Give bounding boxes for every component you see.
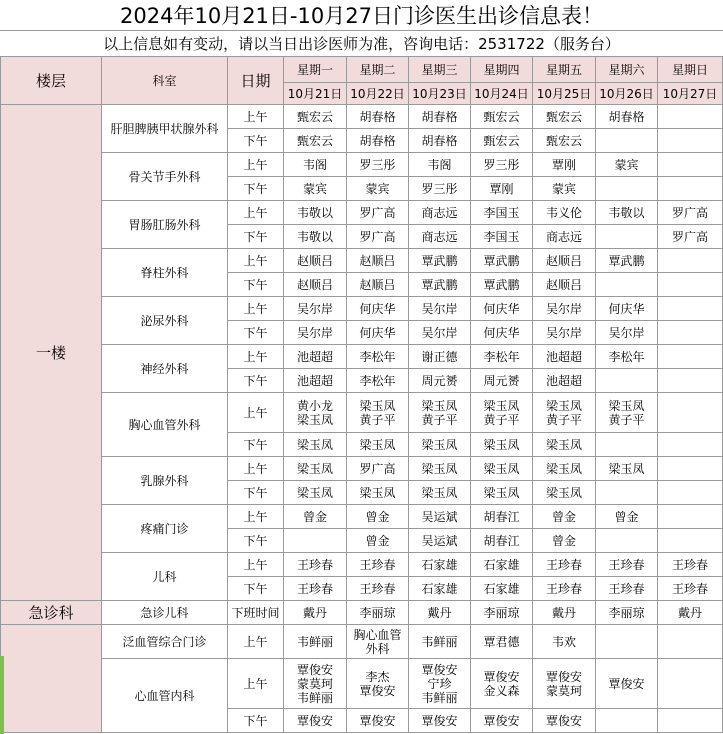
doctor-cell: 韦敬以 [596, 201, 658, 225]
doctor-cell [347, 393, 409, 433]
doctor-cell: 李丽琼 [596, 601, 658, 625]
doctor-cell [658, 709, 723, 733]
doctor-name: 蒙莫珂 [296, 676, 333, 691]
department-name: 胃肠肛肠外科 [102, 201, 228, 249]
doctor-cell: 王珍春 [347, 577, 409, 601]
date-cell: 10月25日 [533, 83, 596, 105]
doctor-cell: 梁玉凤 [347, 481, 409, 505]
doctor-cell: 罗广高 [658, 225, 723, 249]
department-name: 儿科 [102, 553, 228, 601]
doctor-cell: 商志远 [409, 201, 471, 225]
doctor-cell: 梁玉凤 [409, 457, 471, 481]
period-cell: 上午 [228, 153, 284, 177]
doctor-cell [471, 659, 533, 709]
doctor-cell [347, 659, 409, 709]
doctor-cell: 李松年 [347, 345, 409, 369]
doctor-name: 覃俊安 [483, 669, 520, 684]
weekday-header: 星期三 [409, 57, 471, 83]
doctor-cell: 甄宏云 [471, 105, 533, 129]
doctor-cell [347, 625, 409, 659]
doctor-cell: 王珍春 [596, 553, 658, 577]
doctor-cell: 王珍春 [596, 577, 658, 601]
doctor-cell [533, 393, 596, 433]
doctor-name: 黄子平 [483, 412, 520, 427]
doctor-cell: 何庆华 [471, 321, 533, 345]
doctor-cell: 甄宏云 [284, 105, 347, 129]
doctor-cell: 覃武鹏 [409, 273, 471, 297]
doctor-name: 胸心血管 [353, 627, 402, 642]
doctor-cell: 覃俊安 [284, 709, 347, 733]
doctor-cell [658, 393, 723, 433]
doctor-cell: 覃俊安 [533, 709, 596, 733]
doctor-cell: 商志远 [409, 225, 471, 249]
table-row [1, 297, 723, 321]
doctor-cell: 赵顺吕 [533, 273, 596, 297]
period-cell: 下午 [228, 709, 284, 733]
department-name: 疼痛门诊 [102, 505, 228, 553]
doctor-cell: 胡春江 [471, 505, 533, 529]
doctor-cell: 覃武鹏 [409, 249, 471, 273]
doctor-cell: 戴丹 [533, 601, 596, 625]
dept-header: 科室 [102, 57, 228, 105]
table-row [1, 505, 723, 529]
doctor-name: 黄子平 [359, 412, 396, 427]
doctor-cell [284, 529, 347, 553]
period-cell: 上午 [228, 393, 284, 433]
date-cell: 10月24日 [471, 83, 533, 105]
doctor-cell: 韦欢 [533, 625, 596, 659]
period-cell: 上午 [228, 105, 284, 129]
period-cell: 上午 [228, 457, 284, 481]
doctor-cell [471, 393, 533, 433]
doctor-cell: 石家雄 [409, 577, 471, 601]
period-cell: 上午 [228, 345, 284, 369]
table-row [1, 659, 723, 709]
period-cell: 下午 [228, 369, 284, 393]
doctor-cell [596, 433, 658, 457]
doctor-cell [658, 659, 723, 709]
doctor-cell: 何庆华 [596, 297, 658, 321]
doctor-cell: 韦敬以 [284, 225, 347, 249]
doctor-cell: 王珍春 [658, 577, 723, 601]
doctor-cell: 李国玉 [471, 225, 533, 249]
floor-label-empty [1, 625, 102, 733]
doctor-name: 黄子平 [545, 412, 582, 427]
page-subtitle: 以上信息如有变动，请以当日出诊医师为准，咨询电话：2531722（服务台） [0, 30, 723, 57]
schedule-table [0, 56, 723, 733]
doctor-name: 金义森 [483, 683, 520, 698]
doctor-name: 梁玉凤 [608, 398, 645, 413]
period-cell: 下午 [228, 273, 284, 297]
doctor-cell: 梁玉凤 [471, 433, 533, 457]
doctor-name: 宁珍 [427, 676, 452, 691]
doctor-cell [658, 105, 723, 129]
doctor-cell: 韦义伦 [533, 201, 596, 225]
floor-label: 急诊科 [1, 601, 102, 625]
doctor-cell: 周元赟 [471, 369, 533, 393]
doctor-name: 蒙莫珂 [545, 683, 582, 698]
doctor-cell: 李丽琼 [347, 601, 409, 625]
doctor-cell [658, 249, 723, 273]
doctor-cell [658, 481, 723, 505]
doctor-name: 韦鲜丽 [296, 690, 333, 705]
doctor-cell: 梁玉凤 [409, 433, 471, 457]
date-header: 日期 [228, 57, 284, 105]
department-name: 心血管内科 [102, 659, 228, 733]
department-name: 急诊儿科 [102, 601, 228, 625]
doctor-cell: 何庆华 [347, 297, 409, 321]
doctor-cell: 赵顺吕 [347, 249, 409, 273]
table-row [1, 553, 723, 577]
doctor-cell: 石家雄 [409, 553, 471, 577]
doctor-cell: 覃君德 [471, 625, 533, 659]
doctor-cell: 甄宏云 [284, 129, 347, 153]
doctor-cell: 商志远 [533, 225, 596, 249]
doctor-cell: 蒙宾 [284, 177, 347, 201]
doctor-cell: 曾金 [533, 529, 596, 553]
doctor-cell: 甄宏云 [471, 129, 533, 153]
doctor-cell: 吴尔岸 [284, 321, 347, 345]
doctor-cell: 覃俊安 [596, 659, 658, 709]
doctor-cell: 王珍春 [533, 577, 596, 601]
doctor-cell: 石家雄 [471, 553, 533, 577]
doctor-cell: 戴丹 [284, 601, 347, 625]
doctor-cell [596, 177, 658, 201]
doctor-cell: 赵顺吕 [284, 249, 347, 273]
doctor-cell: 曾金 [533, 505, 596, 529]
doctor-cell [658, 177, 723, 201]
doctor-cell: 吴尔岸 [409, 297, 471, 321]
doctor-cell: 曾金 [347, 529, 409, 553]
floor-header: 楼层 [1, 57, 102, 105]
doctor-cell: 韦阁 [409, 153, 471, 177]
doctor-cell: 周元赟 [409, 369, 471, 393]
table-row [1, 105, 723, 129]
doctor-cell: 梁玉凤 [471, 481, 533, 505]
doctor-cell: 覃刚 [533, 153, 596, 177]
table-row [1, 153, 723, 177]
doctor-cell [658, 345, 723, 369]
doctor-cell: 蒙宾 [347, 177, 409, 201]
doctor-cell [284, 393, 347, 433]
doctor-cell: 赵顺吕 [533, 249, 596, 273]
doctor-cell: 王珍春 [658, 553, 723, 577]
doctor-name: 黄子平 [421, 412, 458, 427]
doctor-cell: 吴尔岸 [533, 297, 596, 321]
doctor-cell: 韦鲜丽 [284, 625, 347, 659]
period-cell: 下午 [228, 433, 284, 457]
doctor-cell [596, 529, 658, 553]
department-name: 胸心血管外科 [102, 393, 228, 457]
weekday-header: 星期日 [658, 57, 723, 83]
doctor-cell: 梁玉凤 [284, 457, 347, 481]
doctor-cell [658, 297, 723, 321]
period-cell: 下午 [228, 529, 284, 553]
doctor-cell: 韦鲜丽 [409, 625, 471, 659]
doctor-cell [596, 273, 658, 297]
doctor-cell: 王珍春 [284, 577, 347, 601]
doctor-cell [596, 481, 658, 505]
doctor-cell: 覃武鹏 [471, 273, 533, 297]
doctor-cell: 甄宏云 [533, 129, 596, 153]
doctor-cell: 梁玉凤 [284, 433, 347, 457]
table-row [1, 625, 723, 659]
period-cell: 下午 [228, 129, 284, 153]
doctor-name: 外科 [365, 641, 390, 656]
doctor-cell: 胡春格 [347, 129, 409, 153]
doctor-cell: 胡春格 [409, 105, 471, 129]
doctor-cell: 曾金 [284, 505, 347, 529]
doctor-cell: 王珍春 [284, 553, 347, 577]
doctor-cell: 吴运斌 [409, 505, 471, 529]
period-cell: 下午 [228, 577, 284, 601]
doctor-cell: 梁玉凤 [347, 433, 409, 457]
table-row [1, 457, 723, 481]
doctor-cell: 罗三彤 [409, 177, 471, 201]
doctor-cell: 梁玉凤 [533, 457, 596, 481]
table-row [1, 345, 723, 369]
table-row [1, 393, 723, 433]
table-row [1, 201, 723, 225]
doctor-cell: 覃武鹏 [471, 249, 533, 273]
doctor-cell: 罗三彤 [471, 153, 533, 177]
doctor-cell: 赵顺吕 [347, 273, 409, 297]
doctor-cell: 覃刚 [471, 177, 533, 201]
department-name: 神经外科 [102, 345, 228, 393]
doctor-cell: 王珍春 [347, 553, 409, 577]
department-name: 骨关节手外科 [102, 153, 228, 201]
department-name: 泌尿外科 [102, 297, 228, 345]
doctor-cell: 吴尔岸 [533, 321, 596, 345]
doctor-cell: 蒙宾 [533, 177, 596, 201]
doctor-name: 覃俊安 [296, 662, 333, 677]
doctor-cell: 梁玉凤 [409, 481, 471, 505]
doctor-cell [658, 369, 723, 393]
doctor-cell: 王珍春 [533, 553, 596, 577]
period-cell: 下午 [228, 321, 284, 345]
doctor-cell [658, 321, 723, 345]
doctor-cell: 韦敬以 [284, 201, 347, 225]
doctor-cell: 覃武鹏 [596, 249, 658, 273]
date-cell: 10月22日 [347, 83, 409, 105]
doctor-name: 梁玉凤 [545, 398, 582, 413]
doctor-cell: 石家雄 [471, 577, 533, 601]
doctor-cell [658, 273, 723, 297]
doctor-cell: 吴尔岸 [409, 321, 471, 345]
doctor-cell: 梁玉凤 [596, 457, 658, 481]
doctor-cell: 李松年 [347, 369, 409, 393]
doctor-cell: 李松年 [471, 345, 533, 369]
doctor-cell: 曾金 [596, 505, 658, 529]
department-name: 肝胆脾胰甲状腺外科 [102, 105, 228, 153]
doctor-cell: 韦阁 [284, 153, 347, 177]
doctor-cell: 罗三彤 [347, 153, 409, 177]
period-cell: 上午 [228, 625, 284, 659]
doctor-cell: 李松年 [596, 345, 658, 369]
doctor-cell [533, 659, 596, 709]
period-cell: 上午 [228, 297, 284, 321]
doctor-cell: 胡春江 [471, 529, 533, 553]
weekday-header: 星期二 [347, 57, 409, 83]
doctor-cell: 覃俊安 [471, 709, 533, 733]
doctor-name: 梁玉凤 [296, 412, 333, 427]
period-cell: 上午 [228, 201, 284, 225]
doctor-cell [596, 129, 658, 153]
doctor-cell: 胡春格 [347, 105, 409, 129]
doctor-cell [596, 393, 658, 433]
weekday-header: 星期六 [596, 57, 658, 83]
doctor-cell: 梁玉凤 [284, 481, 347, 505]
date-cell: 10月26日 [596, 83, 658, 105]
doctor-cell [596, 709, 658, 733]
period-cell: 下午 [228, 225, 284, 249]
doctor-name: 梁玉凤 [483, 398, 520, 413]
emergency-row [1, 601, 723, 625]
doctor-cell: 罗广高 [347, 225, 409, 249]
doctor-cell: 谢正德 [409, 345, 471, 369]
doctor-name: 梁玉凤 [359, 398, 396, 413]
doctor-cell [284, 659, 347, 709]
department-name: 泛血管综合门诊 [102, 625, 228, 659]
sheet-edge-marker [0, 656, 4, 734]
date-cell: 10月23日 [409, 83, 471, 105]
doctor-name: 韦鲜丽 [421, 690, 458, 705]
period-cell: 下班时间 [228, 601, 284, 625]
page-title: 2024年10月21日-10月27日门诊医生出诊信息表！ [120, 4, 603, 28]
weekday-header: 星期五 [533, 57, 596, 83]
doctor-cell: 覃俊安 [347, 709, 409, 733]
doctor-cell [596, 625, 658, 659]
date-cell: 10月27日 [658, 83, 723, 105]
doctor-cell [658, 625, 723, 659]
doctor-cell [658, 457, 723, 481]
doctor-cell: 胡春格 [596, 105, 658, 129]
doctor-cell [658, 529, 723, 553]
date-cell: 10月21日 [284, 83, 347, 105]
period-cell: 上午 [228, 249, 284, 273]
doctor-cell: 李国玉 [471, 201, 533, 225]
doctor-cell: 梁玉凤 [533, 433, 596, 457]
doctor-cell [658, 129, 723, 153]
doctor-name: 李杰 [365, 669, 390, 684]
doctor-cell: 池超超 [533, 345, 596, 369]
doctor-cell: 梁玉凤 [471, 457, 533, 481]
floor-label: 一楼 [1, 105, 102, 601]
doctor-name: 黄小龙 [296, 398, 333, 413]
doctor-cell [596, 369, 658, 393]
period-cell: 下午 [228, 481, 284, 505]
doctor-cell: 池超超 [284, 345, 347, 369]
doctor-cell: 罗广高 [347, 201, 409, 225]
doctor-cell: 吴尔岸 [284, 297, 347, 321]
doctor-cell: 胡春格 [409, 129, 471, 153]
doctor-cell: 池超超 [533, 369, 596, 393]
table-row [1, 249, 723, 273]
doctor-cell: 李丽琼 [471, 601, 533, 625]
department-name: 乳腺外科 [102, 457, 228, 505]
weekday-header: 星期一 [284, 57, 347, 83]
period-cell: 上午 [228, 505, 284, 529]
doctor-cell: 何庆华 [471, 297, 533, 321]
doctor-cell: 池超超 [284, 369, 347, 393]
doctor-cell: 梁玉凤 [533, 481, 596, 505]
doctor-cell: 吴运斌 [409, 529, 471, 553]
doctor-cell: 蒙宾 [596, 153, 658, 177]
doctor-name: 覃俊安 [545, 669, 582, 684]
doctor-cell: 何庆华 [347, 321, 409, 345]
doctor-name: 黄子平 [608, 412, 645, 427]
period-cell: 上午 [228, 659, 284, 709]
doctor-cell: 甄宏云 [533, 105, 596, 129]
period-cell: 上午 [228, 553, 284, 577]
header-row [1, 57, 723, 83]
doctor-name: 覃俊安 [359, 683, 396, 698]
doctor-name: 梁玉凤 [421, 398, 458, 413]
doctor-cell [409, 393, 471, 433]
doctor-cell: 曾金 [347, 505, 409, 529]
doctor-cell [409, 659, 471, 709]
doctor-cell [658, 153, 723, 177]
doctor-cell: 赵顺吕 [284, 273, 347, 297]
department-name: 脊柱外科 [102, 249, 228, 297]
doctor-name: 覃俊安 [421, 662, 458, 677]
doctor-cell: 戴丹 [409, 601, 471, 625]
doctor-cell [658, 433, 723, 457]
doctor-cell: 覃俊安 [409, 709, 471, 733]
weekday-header: 星期四 [471, 57, 533, 83]
doctor-cell: 吴尔岸 [596, 321, 658, 345]
period-cell: 下午 [228, 177, 284, 201]
doctor-cell: 罗广高 [658, 201, 723, 225]
doctor-cell [658, 505, 723, 529]
doctor-cell [596, 225, 658, 249]
doctor-cell: 罗广高 [347, 457, 409, 481]
doctor-cell: 戴丹 [658, 601, 723, 625]
